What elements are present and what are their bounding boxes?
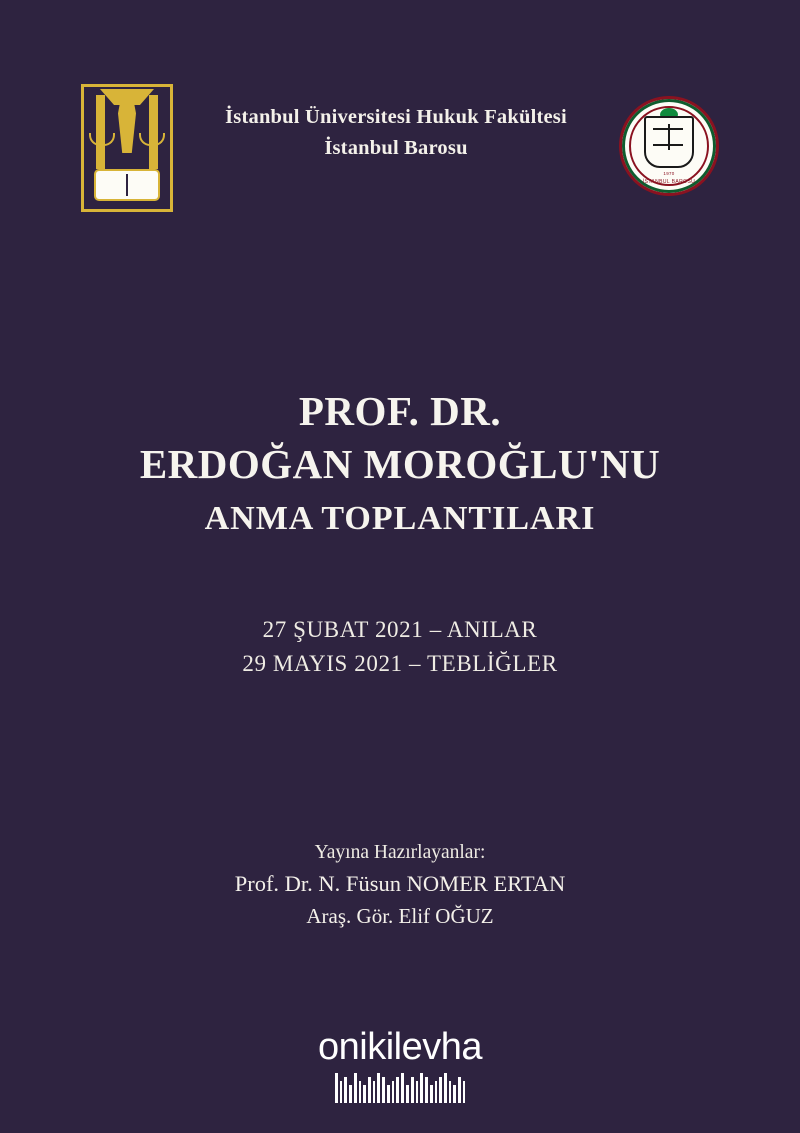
logo-column-right <box>149 95 158 169</box>
editors-block <box>0 838 800 932</box>
istanbul-universitesi-hukuk-fakultesi-logo <box>81 84 173 212</box>
institution-line-1: İstanbul Üniversitesi Hukuk Fakültesi <box>225 106 567 128</box>
logo-caption: İSTANBUL BAROSU <box>642 179 696 185</box>
event-date-1: 27 ŞUBAT 2021 – ANILAR <box>262 617 538 642</box>
scale-pan-left-icon <box>89 133 115 146</box>
publisher-name: onikilevha <box>318 1026 482 1068</box>
cover-title <box>0 386 800 544</box>
istanbul-barosu-logo <box>619 96 719 196</box>
open-book-icon <box>96 171 158 199</box>
publisher-block <box>0 1025 800 1103</box>
institution-titles <box>201 102 591 164</box>
cover-header <box>0 78 800 218</box>
event-dates <box>0 613 800 681</box>
logo-year: 1970 <box>663 171 675 176</box>
logo-column-left <box>96 95 105 169</box>
scale-pan-right-icon <box>139 133 165 146</box>
editors-label: Yayına Hazırlayanlar: <box>314 842 486 863</box>
event-date-2: 29 MAYIS 2021 – TEBLİĞLER <box>242 651 558 676</box>
title-line-2: ERDOĞAN MOROĞLU'NU <box>139 441 661 487</box>
editor-name-2: Araş. Gör. Elif OĞUZ <box>306 904 494 928</box>
institution-line-2: İstanbul Barosu <box>324 137 468 159</box>
scales-of-justice-icon <box>644 116 694 168</box>
editor-name-1: Prof. Dr. N. Füsun NOMER ERTAN <box>234 871 566 896</box>
title-line-1: PROF. DR. <box>298 388 502 434</box>
title-line-3: ANMA TOPLANTILARI <box>204 500 596 537</box>
barcode-icon <box>314 1073 486 1103</box>
